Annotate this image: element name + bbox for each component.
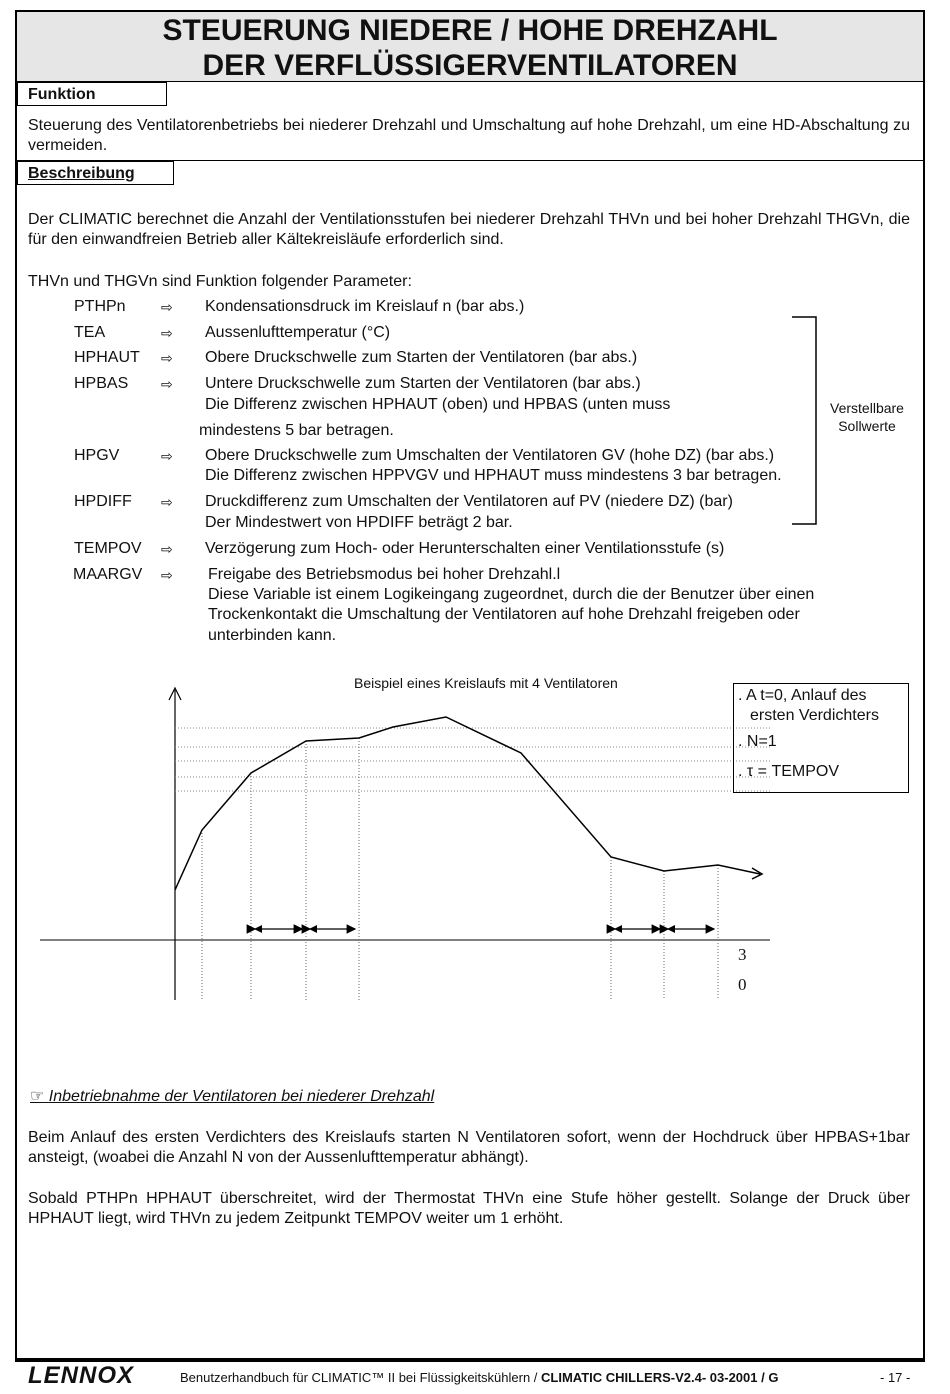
funktion-text: Steuerung des Ventilatorenbetriebs bei niederer Drehzahl und Umschaltung auf hohe Drehzahl, um eine HD-Abschaltung zu vermeiden. — [28, 117, 910, 154]
params-intro: THVn und THGVn sind Funktion folgender Parameter: — [28, 273, 412, 290]
page-number: - 17 - — [880, 1370, 911, 1385]
diagram-title: Beispiel eines Kreislaufs mit 4 Ventilatoren — [354, 675, 618, 691]
param-name-hpdiff: HPDIFF — [74, 493, 132, 510]
bracket-label-line2: Sollwerte — [838, 418, 896, 434]
adjustable-setpoints-bracket — [0, 0, 950, 600]
param-name-pthpn: PTHPn — [74, 298, 126, 315]
param-desc-hpdiff: Druckdifferenz zum Umschalten der Ventilatoren auf PV (niedere DZ) (bar) — [205, 493, 733, 510]
param-desc-tempov: Verzögerung zum Hoch- oder Herunterschalten einer Ventilationsstufe (s) — [205, 540, 725, 557]
footer-text — [180, 1370, 778, 1385]
section2-para2: Sobald PTHPn HPHAUT überschreitet, wird der Thermostat THVn eine Stufe höher gestellt. Solange der Druck über HPHAUT liegt, wird THVn zu jedem Zeitpunkt TEMPOV weiter um 1 erhöht. — [28, 1190, 910, 1227]
page-title-line1: STEUERUNG NIEDERE / HOHE DREHZAHL — [162, 14, 778, 47]
pointing-hand-icon: ☞ — [30, 1088, 45, 1105]
diagram-legend — [733, 683, 909, 793]
param-note-hpdiff: Der Mindestwert von HPDIFF beträgt 2 bar. — [205, 514, 513, 531]
param-note-hpgv: Die Differenz zwischen HPPVGV und HPHAUT muss mindestens 3 bar betragen. — [205, 467, 782, 484]
legend-line-3: . N=1 — [738, 733, 777, 750]
param-note-maargv-1: Diese Variable ist einem Logikeingang zugeordnet, durch die der Benutzer über einen — [208, 586, 815, 603]
legend-line-4: . τ = TEMPOV — [738, 763, 840, 780]
param-name-tempov: TEMPOV — [74, 540, 142, 557]
legend-line-1: . A t=0, Anlauf des — [738, 687, 867, 704]
param-desc-maargv: Freigabe des Betriebsmodus bei hoher Drehzahl.l — [208, 566, 561, 583]
arrow-right-icon: ⇨ — [161, 299, 173, 315]
legend-line-2: ersten Verdichters — [750, 707, 879, 724]
arrow-right-icon: ⇨ — [161, 350, 173, 366]
arrow-right-icon: ⇨ — [161, 494, 173, 510]
footer-text-plain: Benutzerhandbuch für CLIMATIC™ II bei Flüssigkeitskühlern / — [180, 1370, 542, 1385]
arrow-right-icon: ⇨ — [161, 448, 173, 464]
section2-heading-text: Inbetriebnahme der Ventilatoren bei niederer Drehzahl — [48, 1088, 435, 1105]
page-title-line2: DER VERFLÜSSIGERVENTILATOREN — [202, 49, 738, 82]
param-note-hpbas-2: mindestens 5 bar betragen. — [199, 422, 394, 439]
footer-rule — [15, 1358, 925, 1360]
param-name-hpbas: HPBAS — [74, 375, 129, 392]
param-name-hphaut: HPHAUT — [74, 349, 140, 366]
footer-text-bold: CLIMATIC CHILLERS-V2.4- 03-2001 / G — [541, 1370, 779, 1385]
beschreibung-label: Beschreibung — [17, 161, 174, 185]
param-name-hpgv: HPGV — [74, 447, 120, 464]
beschreibung-para1: Der CLIMATIC berechnet die Anzahl der Ventilationsstufen bei niederer Drehzahl THVn und bei hoher Drehzahl THGVn, die für den einwandfreien Betrieb aller Kältekreisläufe erforderlich sind. — [28, 211, 910, 248]
bracket-label-line1: Verstellbare — [830, 400, 904, 416]
param-name-maargv: MAARGV — [73, 566, 143, 583]
arrow-right-icon: ⇨ — [161, 376, 173, 392]
arrow-right-icon: ⇨ — [161, 541, 173, 557]
param-desc-hphaut: Obere Druckschwelle zum Starten der Ventilatoren (bar abs.) — [205, 349, 638, 366]
lennox-logo: LENNOX — [28, 1362, 135, 1389]
param-desc-pthpn: Kondensationsdruck im Kreislauf n (bar abs.) — [205, 298, 525, 315]
param-desc-hpbas: Untere Druckschwelle zum Starten der Ventilatoren (bar abs.) — [205, 375, 641, 392]
param-note-maargv-3: unterbinden kann. — [208, 627, 337, 644]
section2-heading — [30, 1087, 434, 1107]
param-desc-tea: Aussenlufttemperatur (°C) — [205, 324, 391, 341]
funktion-label: Funktion — [17, 82, 167, 106]
param-note-maargv-2: Trockenkontakt die Umschaltung der Ventilatoren auf hohe Drehzahl freigeben oder — [208, 606, 800, 623]
param-desc-hpgv: Obere Druckschwelle zum Umschalten der Ventilatoren GV (hohe DZ) (bar abs.) — [205, 447, 775, 464]
axis-mark-3: 3 — [738, 945, 747, 964]
axis-mark-0: 0 — [738, 975, 747, 994]
arrow-right-icon: ⇨ — [161, 325, 173, 341]
param-name-tea: TEA — [74, 324, 106, 341]
param-note-hpbas-1: Die Differenz zwischen HPHAUT (oben) und HPBAS (unten muss — [205, 396, 671, 413]
arrow-right-icon: ⇨ — [161, 567, 173, 583]
section2-para1: Beim Anlauf des ersten Verdichters des Kreislaufs starten N Ventilatoren sofort, wenn der Hochdruck über HPBAS+1bar ansteigt, (woabei die Anzahl N von der Aussenlufttemperatur abhängt). — [28, 1129, 910, 1166]
